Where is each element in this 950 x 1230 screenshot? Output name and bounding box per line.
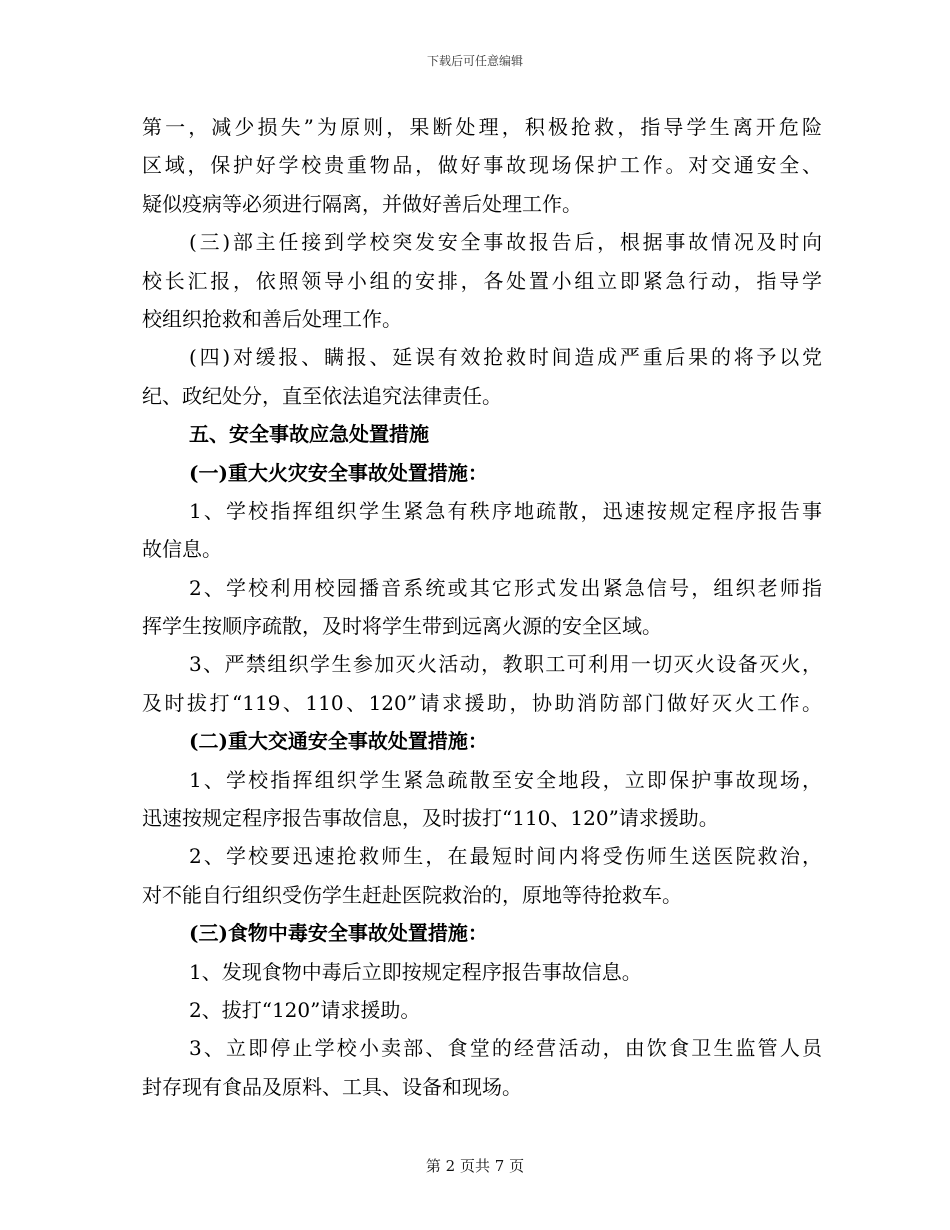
section-heading: 五、安全事故应急处置措施 <box>189 422 429 447</box>
paragraph-line: 3、严禁组织学生参加灭火活动，教职工可利用一切灭火设备灭火， <box>189 652 822 677</box>
page-header: 下载后可任意编辑 <box>426 54 523 68</box>
paragraph-line: 校长汇报，依照领导小组的安排，各处置小组立即紧急行动，指导学 <box>142 268 822 293</box>
paragraph-line: 及时拔打“119、110、120”请求援助，协助消防部门做好灭火工作。 <box>142 690 822 715</box>
paragraph-line: 故信息。 <box>142 537 222 562</box>
page-footer: 第 2 页共 7 页 <box>425 1157 525 1175</box>
document-body <box>142 108 822 1106</box>
paragraph-line: 2、学校利用校园播音系统或其它形式发出紧急信号，组织老师指 <box>189 575 822 600</box>
paragraph-line: (三)部主任接到学校突发安全事故报告后，根据事故情况及时向 <box>189 230 822 255</box>
paragraph-line: 挥学生按顺序疏散，及时将学生带到远离火源的安全区域。 <box>142 614 662 639</box>
paragraph-line: 第一，减少损失”为原则，果断处理，积极抢救，指导学生离开危险 <box>142 115 822 139</box>
subsection-heading: (一)重大火灾安全事故处置措施： <box>189 460 488 485</box>
paragraph-line: 区域，保护好学校贵重物品，做好事故现场保护工作。对交通安全、 <box>142 153 822 178</box>
paragraph-line: 1、学校指挥组织学生紧急疏散至安全地段，立即保护事故现场， <box>189 767 822 792</box>
paragraph-line: 2、拔打“120”请求援助。 <box>189 997 421 1022</box>
paragraph-line: 迅速按规定程序报告事故信息，及时拔打“110、120”请求援助。 <box>142 806 719 831</box>
paragraph-line: 2、学校要迅速抢救师生，在最短时间内将受伤师生送医院救治， <box>189 844 822 869</box>
subsection-heading: (三)食物中毒安全事故处置措施： <box>189 921 488 946</box>
paragraph-line: 对不能自行组织受伤学生赶赴医院救治的，原地等待抢救车。 <box>142 882 682 907</box>
paragraph-line: 校组织抢救和善后处理工作。 <box>142 306 402 331</box>
paragraph-line: 纪、政纪处分，直至依法追究法律责任。 <box>142 383 502 408</box>
paragraph-line: 封存现有食品及原料、工具、设备和现场。 <box>142 1074 522 1099</box>
paragraph-line: 3、立即停止学校小卖部、食堂的经营活动，由饮食卫生监管人员 <box>189 1036 822 1061</box>
paragraph-line: 1、学校指挥组织学生紧急有秩序地疏散，迅速按规定程序报告事 <box>189 498 822 523</box>
paragraph-line: 1、发现食物中毒后立即按规定程序报告事故信息。 <box>189 959 642 984</box>
subsection-heading: (二)重大交通安全事故处置措施： <box>189 729 488 754</box>
paragraph-line: 疑似疫病等必须进行隔离，并做好善后处理工作。 <box>142 191 582 216</box>
paragraph-line: (四)对缓报、瞒报、延误有效抢救时间造成严重后果的将予以党 <box>189 345 822 370</box>
